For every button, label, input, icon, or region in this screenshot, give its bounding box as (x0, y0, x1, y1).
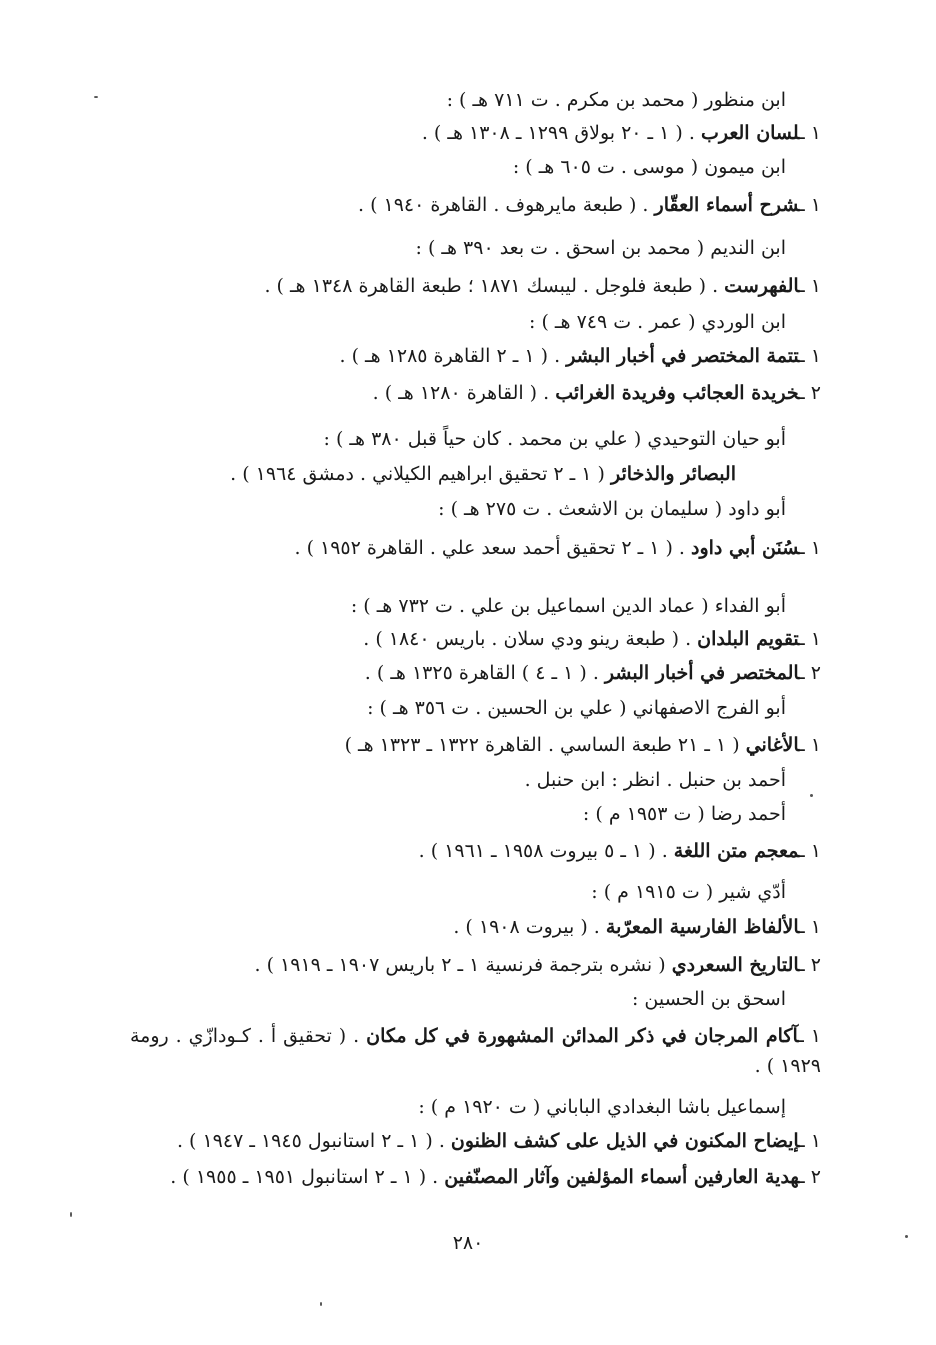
author-heading: أبو حيان التوحيدي ( علي بن محمد . كان حياً قبل ٣٨٠ هـ ) : (323, 428, 786, 450)
author-heading: أحمد رضا ( ت ١٩٥٣ م ) : (582, 803, 786, 825)
author-heading: أدّي شير ( ت ١٩١٥ م ) : (591, 881, 786, 903)
author-heading: أحمد بن حنبل . انظر : ابن حنبل . (524, 769, 786, 791)
author-heading: إسماعيل باشا البغدادي الباباني ( ت ١٩٢٠ م ) : (418, 1096, 786, 1118)
bibliography-entry: ١ ـشرح أسماء العقّار . ( طبعة مايرهوف . القاهرة ١٩٤٠ ) . (357, 194, 821, 216)
author-heading: ابن منظور ( محمد بن مكرم . ت ٧١١ هـ ) : (446, 89, 786, 111)
author-heading: أبو داود ( سليمان بن الاشعث . ت ٢٧٥ هـ ) : (438, 498, 786, 520)
author-heading: أبو الفداء ( عماد الدين اسماعيل بن علي . ت ٧٣٢ هـ ) : (350, 595, 786, 617)
bibliography-entry: البصائر والذخائر ( ١ ـ ٢ تحقيق ابراهيم الكيلاني . دمشق ١٩٦٤ ) . (230, 463, 736, 485)
bibliography-entry: ١ ـالفهرست . ( طبعة فلوجل . ليبسك ١٨٧١ ؛ طبعة القاهرة ١٣٤٨ هـ ) . (264, 275, 821, 297)
bibliography-entry: ٢ ـالتاريخ السعردي ( نشره بترجمة فرنسية ١ ـ ٢ باريس ١٩٠٧ ـ ١٩١٩ ) . (254, 954, 821, 976)
bibliography-entry: ١ ـإيضاح المكنون في الذيل على كشف الظنون . ( ١ ـ ٢ استانبول ١٩٤٥ ـ ١٩٤٧ ) . (176, 1130, 821, 1152)
scan-speck (94, 96, 98, 98)
bibliography-entry: ١ ـسُنَن أبي داود . ( ١ ـ ٢ تحقيق أحمد سعد علي . القاهرة ١٩٥٢ ) . (294, 537, 821, 559)
bibliography-entry: ٢ ـخريدة العجائب وفريدة الغرائب . ( القاهرة ١٢٨٠ هـ ) . (372, 382, 821, 404)
scan-speck (70, 1212, 72, 1217)
author-heading: أبو الفرج الاصفهاني ( علي بن الحسين . ت ٣٥٦ هـ ) : (367, 697, 786, 719)
bibliography-entry: ١ ـتتمة المختصر في أخبار البشر . ( ١ ـ ٢ القاهرة ١٢٨٥ هـ ) . (339, 345, 821, 367)
bibliography-entry: ١ ـمعجم متن اللغة . ( ١ ـ ٥ بيروت ١٩٥٨ ـ ١٩٦١ ) . (418, 840, 821, 862)
scan-speck (810, 794, 813, 797)
scan-speck (905, 1235, 908, 1238)
bibliography-entry: ١ ـتقويم البلدان . ( طبعة رينو ودي سلان . باريس ١٨٤٠ ) . (363, 628, 821, 650)
bibliography-entry: ١ ـلسان العرب . ( ١ ـ ٢٠ بولاق ١٢٩٩ ـ ١٣٠٨ هـ ) . (421, 122, 821, 144)
scan-speck (320, 1302, 322, 1306)
author-heading: ابن ميمون ( موسى . ت ٦٠٥ هـ ) : (512, 156, 786, 178)
bibliography-entry: ٢ ـالمختصر في أخبار البشر . ( ١ ـ ٤ ) القاهرة ١٣٢٥ هـ ) . (364, 662, 821, 684)
bibliography-entry: ٢ ـهدية العارفين أسماء المؤلفين وآثار المصنّفين . ( ١ ـ ٢ استانبول ١٩٥١ ـ ١٩٥٥ ) . (170, 1166, 821, 1188)
author-heading: ابن الوردي ( عمر . ت ٧٤٩ هـ ) : (529, 311, 786, 333)
author-heading: ابن النديم ( محمد بن اسحق . ت بعد ٣٩٠ هـ ) : (415, 237, 786, 259)
bibliography-entry: ١ ـالأغاني ( ١ ـ ٢١ طبعة الساسي . القاهرة ١٣٢٢ ـ ١٣٢٣ هـ ) (344, 734, 821, 756)
bibliography-entry: ١ ـالألفاظ الفارسية المعرّبة . ( بيروت ١٩٠٨ ) . (453, 916, 821, 938)
bibliography-entry: ١ ـآكام المرجان في ذكر المدائن المشهورة في كل مكان . ( تحقيق أ . كـودازّي . رومة ١٩٢٩ ) . (130, 1025, 821, 1077)
author-heading: اسحق بن الحسين : (631, 988, 786, 1010)
page-number: ٢٨٠ (452, 1232, 484, 1254)
